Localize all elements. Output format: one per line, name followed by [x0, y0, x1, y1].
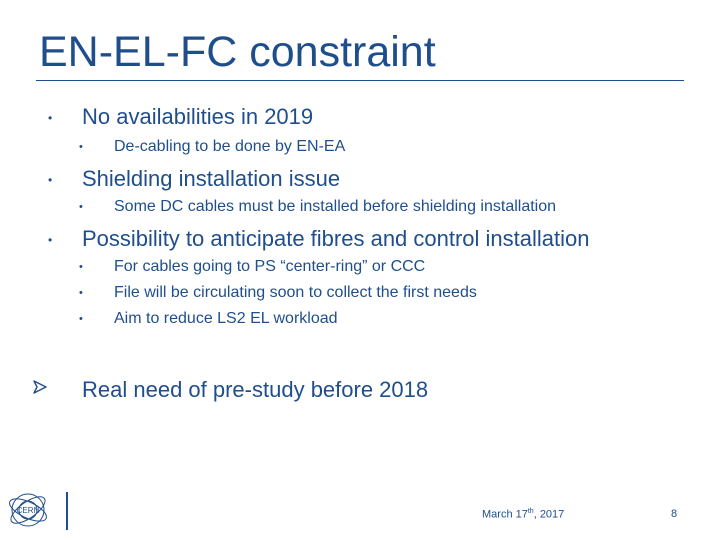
bullet-text: Possibility to anticipate fibres and control installation	[82, 226, 590, 251]
bullet-icon: •	[48, 173, 53, 187]
page-number: 8	[671, 508, 678, 520]
title-divider	[36, 80, 684, 81]
sub-bullet-icon: •	[79, 201, 83, 213]
sub-bullet-icon: •	[79, 141, 83, 153]
sub-bullet-text: Some DC cables must be installed before shielding installation	[114, 198, 557, 215]
arrow-bullet-icon	[33, 380, 47, 394]
footer-divider	[66, 492, 68, 530]
sub-bullet-text: File will be circulating soon to collect the first needs	[114, 284, 477, 301]
bullet-text: No availabilities in 2019	[82, 104, 314, 129]
sub-bullet-text: For cables going to PS “center-ring” or CCC	[114, 258, 426, 275]
bullet-icon: •	[48, 233, 53, 247]
footer-date: March 17th, 2017	[482, 508, 565, 521]
slide-title: EN-EL-FC constraint	[39, 28, 436, 76]
sub-bullet-text: De-cabling to be done by EN-EA	[114, 138, 346, 155]
bullet-text: Shielding installation issue	[82, 166, 341, 191]
cern-logo-text: CERN	[16, 506, 40, 515]
bullet-icon: •	[48, 111, 53, 125]
cern-logo	[6, 488, 50, 532]
sub-bullet-icon: •	[79, 313, 83, 325]
sub-bullet-text: Aim to reduce LS2 EL workload	[114, 310, 338, 327]
sub-bullet-icon: •	[79, 287, 83, 299]
sub-bullet-icon: •	[79, 261, 83, 273]
conclusion-text: Real need of pre-study before 2018	[82, 377, 429, 402]
